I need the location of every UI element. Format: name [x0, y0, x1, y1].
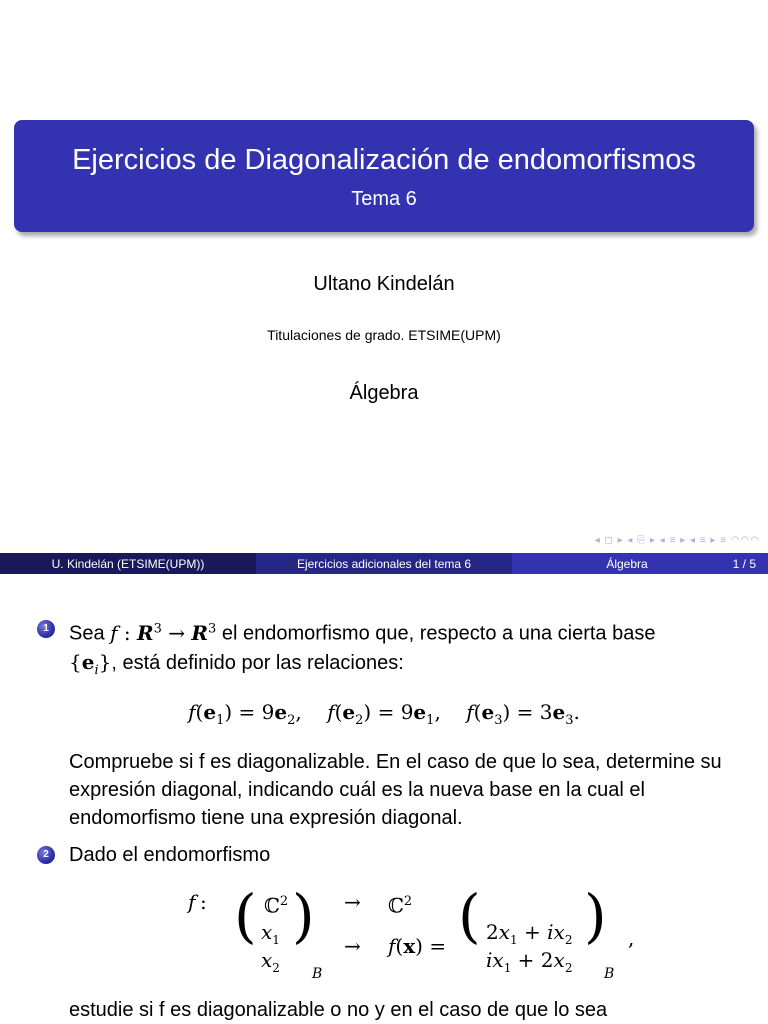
exercise-number-badge: 2: [37, 846, 55, 864]
footer-title: Ejercicios adicionales del tema 6: [256, 553, 512, 574]
exercise-2-map-definition: f : ℂ$^2$ → ℂ$^2$ ( $x_1$ $x_2$ ) B → f(x) = ( $2x_1 + ix_2$ $ix_1 + 2x_2$ ) B ,: [188, 882, 635, 982]
institute: Titulaciones de grado. ETSIME(UPM): [267, 327, 501, 343]
exercise-1-relations: $f(e_1) = 9e_2$, $f(e_2) = 9e_1$, $f(e_3) = 3e_3$.: [188, 700, 580, 728]
exercise-2-intro: Dado el endomorfismo: [69, 844, 271, 866]
math-basis: $\{e_i\}$: [69, 649, 112, 678]
footer-subject: Álgebra: [606, 556, 648, 571]
navigation-symbols[interactable]: ◂ ◻ ▸ ◂ ⎘ ▸ ◂ ≡ ▸ ◂ ≡ ▸ ≡ ◠◠◠: [594, 535, 760, 546]
subject: Álgebra: [349, 382, 419, 404]
footer-page-number: 1 / 5: [732, 556, 756, 571]
footer-bar: [0, 553, 768, 574]
slide-title: Ejercicios de Diagonalización de endomorfismos: [72, 144, 696, 176]
exercise-number-badge: 1: [37, 620, 55, 638]
math-mapping: f : $R^3 \to R^3$: [110, 620, 217, 645]
footer-author: U. Kindelán (ETSIME(UPM)): [0, 553, 256, 574]
exercise-1-statement: [69, 615, 759, 685]
title-box: [14, 120, 754, 232]
slide-subtitle: Tema 6: [351, 188, 417, 210]
author: Ultano Kindelán: [313, 273, 455, 295]
exercise-1-intro-b: el endomorfismo que, respecto a una cierta base: [221, 622, 656, 645]
exercise-2-trailer: estudie si f es diagonalizable o no y en el caso de que lo sea: [69, 999, 608, 1021]
exercise-1-intro-a: Sea: [69, 622, 105, 645]
exercise-slide: [0, 576, 768, 1024]
exercise-1-body: Compruebe si f es diagonalizable. En el caso de que lo sea, determine su expresión diagonal, indicando cuál es la nueva base en la cual el endomorfismo tiene una expresión diagonal.: [69, 751, 722, 829]
exercise-1-intro-c: , está definido por las relaciones:: [111, 651, 404, 674]
footer-right: [512, 553, 768, 574]
